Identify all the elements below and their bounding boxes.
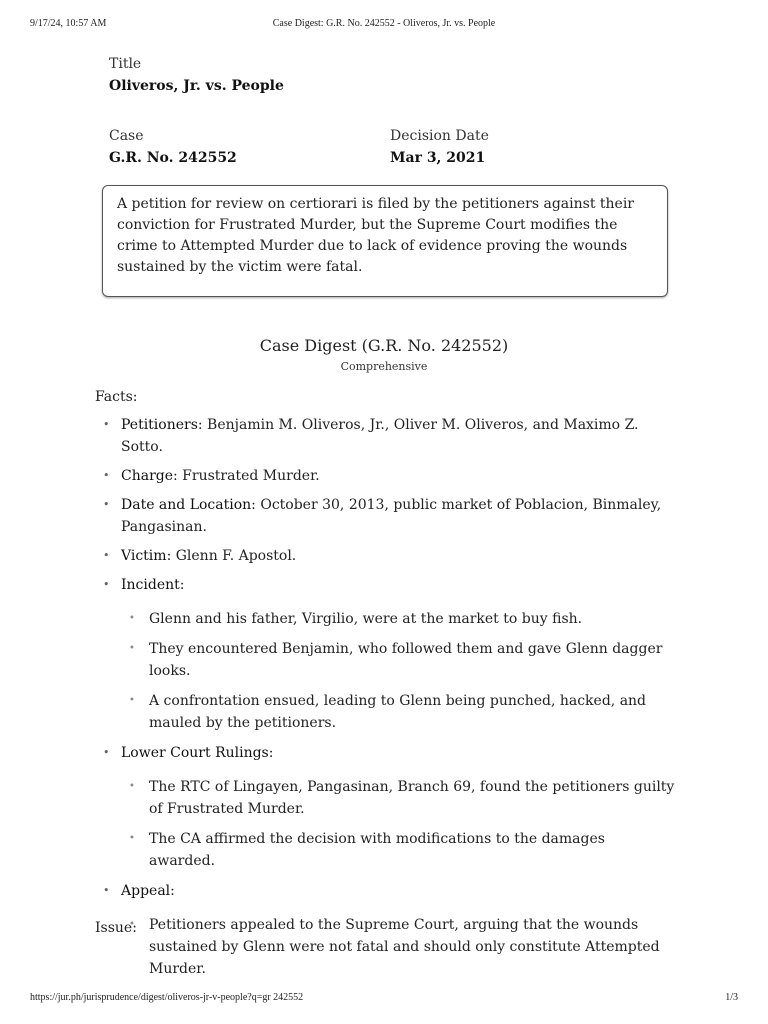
list-item [95, 494, 675, 538]
incident-sublist [121, 608, 675, 734]
decision-date-section [390, 128, 489, 166]
list-item [95, 465, 675, 487]
facts-list [95, 414, 675, 980]
list-item [95, 574, 675, 734]
list-item: • Petitioners appealed to the Supreme Court, arguing that the wounds sustained by Glenn were not fatal and should only constitute Attempted Murder. [121, 914, 675, 980]
list-item [95, 545, 675, 567]
print-page-title: Case Digest: G.R. No. 242552 - Oliveros, Jr. vs. People [272, 18, 496, 29]
list-item [95, 880, 675, 980]
title-section [109, 56, 284, 94]
fact-key: Petitioners [121, 417, 198, 433]
list-item: • The CA affirmed the decision with modifications to the damages awarded. [121, 828, 675, 872]
case-label: Case [109, 128, 144, 144]
digest-content [95, 386, 675, 988]
fact-key: Victim [121, 548, 167, 564]
digest-title: Case Digest (G.R. No. 242552) [259, 336, 509, 355]
fact-key: Charge [121, 468, 174, 484]
list-item [95, 742, 675, 872]
facts-heading: Facts: [95, 389, 138, 405]
decision-date-label: Decision Date [390, 128, 489, 144]
title-value: Oliveros, Jr. vs. People [109, 78, 284, 94]
list-item: • Glenn and his father, Virgilio, were at the market to buy fish. [121, 608, 675, 630]
list-item: • They encountered Benjamin, who followed them and gave Glenn dagger looks. [121, 638, 675, 682]
fact-key: Lower Court Rulings [121, 745, 269, 761]
appeal-sublist [121, 914, 675, 980]
list-item: • The RTC of Lingayen, Pangasinan, Branch 69, found the petitioners guilty of Frustrated Murder. [121, 776, 675, 820]
list-item: • A confrontation ensued, leading to Glenn being punched, hacked, and mauled by the petitioners. [121, 690, 675, 734]
issue-heading: Issue: [95, 920, 137, 936]
fact-key: Incident [121, 577, 180, 593]
title-label: Title [109, 56, 142, 72]
list-item [95, 414, 675, 458]
case-value: G.R. No. 242552 [109, 150, 237, 166]
print-datetime: 9/17/24, 10:57 AM [30, 18, 107, 29]
rulings-sublist [121, 776, 675, 872]
print-footer [0, 992, 768, 1006]
fact-text: : [179, 577, 185, 593]
summary-box: A petition for review on certiorari is filed by the petitioners against their conviction for Frustrated Murder, but the Supreme Court modifies the crime to Attempted Murder due to lack of evidence proving the wounds sustained by the victim were fatal. [102, 185, 668, 297]
fact-text: : Benjamin M. Oliveros, Jr., Oliver M. Oliveros, and Maximo Z. Sotto. [121, 417, 639, 455]
fact-text: : Frustrated Murder. [173, 468, 320, 484]
fact-text: : Glenn F. Apostol. [166, 548, 297, 564]
print-url: https://jur.ph/jurisprudence/digest/oliveros-jr-v-people?q=gr 242552 [30, 992, 304, 1003]
fact-text: : October 30, 2013, public market of Poblacion, Binmaley, Pangasinan. [121, 497, 662, 535]
print-page-number: 1/3 [725, 992, 738, 1003]
decision-date-value: Mar 3, 2021 [390, 150, 486, 166]
case-section [109, 128, 237, 166]
fact-key: Appeal [121, 883, 171, 899]
print-header [0, 18, 768, 32]
fact-text: : [170, 883, 175, 899]
fact-key: Date and Location [121, 497, 252, 513]
fact-text: : [268, 745, 274, 761]
digest-subtitle: Comprehensive [340, 360, 428, 373]
